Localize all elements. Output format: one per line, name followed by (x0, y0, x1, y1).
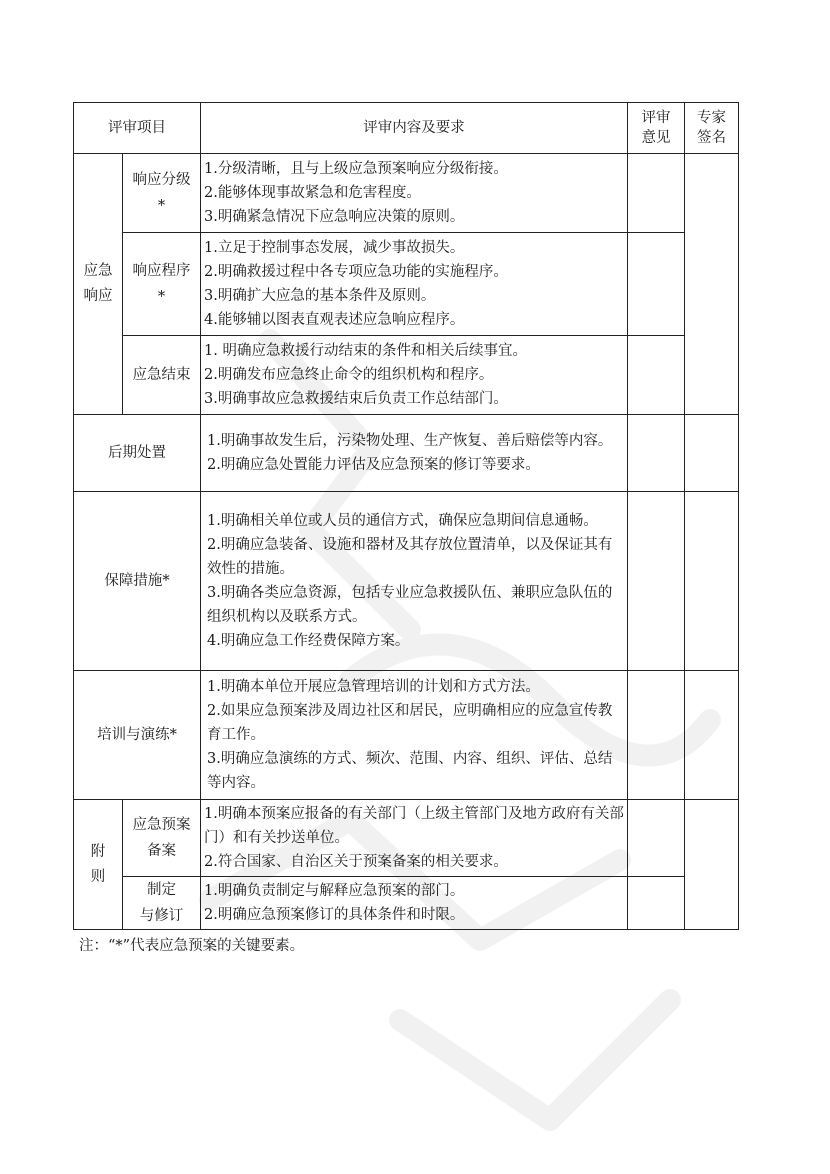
signature-cell (685, 671, 739, 800)
sub-label-star: * (157, 289, 166, 305)
signature-cell (685, 492, 739, 671)
sub-label-line1: 应急预案 (132, 817, 191, 833)
content-line: 1.立足于控制事态发展，减少事故损失。 (204, 240, 465, 256)
content-response-procedure (201, 233, 628, 336)
table-row (74, 154, 739, 233)
review-table (73, 102, 739, 930)
item-training: 培训与演练* (74, 671, 201, 800)
content-line: 2.明确应急预案修订的具体条件和时限。 (204, 907, 465, 923)
content-line: 3.明确各类应急资源，包括专业应急救援队伍、兼职应急队伍的组织机构以及联系方式。 (207, 585, 613, 625)
opinion-cell (628, 336, 685, 415)
content-safeguard (201, 492, 628, 671)
opinion-cell (628, 154, 685, 233)
header-opinion-line1: 评审 (641, 110, 671, 126)
table-row (74, 492, 739, 671)
item-aftermath: 后期处置 (74, 415, 201, 492)
content-revision (201, 877, 628, 930)
content-line: 1.分级清晰，且与上级应急预案响应分级衔接。 (204, 161, 508, 177)
item-safeguard: 保障措施* (74, 492, 201, 671)
opinion-cell (628, 671, 685, 800)
content-line: 2.符合国家、自治区关于预案备案的相关要求。 (204, 854, 508, 870)
sub-response-end (123, 336, 201, 415)
content-line: 2.明确救援过程中各专项应急功能的实施程序。 (204, 264, 508, 280)
content-line: 2.明确应急装备、设施和器材及其存放位置清单，以及保证其有效性的措施。 (207, 537, 613, 577)
signature-cell (685, 415, 739, 492)
opinion-cell (628, 800, 685, 877)
content-line: 3.明确紧急情况下应急响应决策的原则。 (204, 209, 465, 225)
content-line: 1.明确事故发生后，污染物处理、生产恢复、善后赔偿等内容。 (207, 433, 613, 449)
content-line: 3.明确事故应急救援结束后负责工作总结部门。 (204, 391, 508, 407)
content-line: 3.明确应急演练的方式、频次、范围、内容、组织、评估、总结等内容。 (207, 751, 613, 791)
content-line: 1.明确本单位开展应急管理培训的计划和方式方法。 (207, 679, 540, 695)
content-line: 1.明确负责制定与解释应急预案的部门。 (204, 883, 465, 899)
category-appendix (74, 800, 123, 930)
opinion-cell (628, 415, 685, 492)
content-line: 1.明确相关单位或人员的通信方式，确保应急期间信息通畅。 (207, 513, 598, 529)
header-expert-line1: 专家 (697, 110, 726, 126)
table-row (74, 415, 739, 492)
header-row (74, 103, 739, 154)
table-row (74, 336, 739, 415)
table-row (74, 800, 739, 877)
content-response-end (201, 336, 628, 415)
opinion-cell (628, 877, 685, 930)
sub-label-line1: 响应程序 (132, 263, 191, 279)
content-line: 2.能够体现事故紧急和危害程度。 (204, 185, 421, 201)
category-label-line2: 则 (90, 868, 106, 885)
opinion-cell (628, 492, 685, 671)
header-opinion (628, 103, 685, 154)
sub-filing (123, 800, 201, 877)
content-response-level (201, 154, 628, 233)
content-training (201, 671, 628, 800)
header-content: 评审内容及要求 (201, 103, 628, 154)
header-item: 评审项目 (74, 103, 201, 154)
table-row (74, 233, 739, 336)
category-emergency-response (74, 154, 123, 415)
content-aftermath (201, 415, 628, 492)
category-label-line2: 响应 (83, 288, 113, 304)
opinion-cell (628, 233, 685, 336)
content-line: 2.明确应急处置能力评估及应急预案的修订等要求。 (207, 457, 540, 473)
footnote: 注：“*”代表应急预案的关键要素。 (79, 938, 305, 954)
sub-revision (123, 877, 201, 930)
content-filing (201, 800, 628, 877)
category-label-line1: 附 (90, 843, 106, 860)
header-expert-line2: 签名 (697, 130, 726, 146)
content-line: 3.明确扩大应急的基本条件及原则。 (204, 288, 436, 304)
content-line: 1.明确本预案应报备的有关部门（上级主管部门及地方政府有关部门）和有关抄送单位。 (204, 806, 624, 846)
table-row (74, 877, 739, 930)
table-row (74, 671, 739, 800)
content-line: 1. 明确应急救援行动结束的条件和相关后续事宜。 (204, 343, 527, 359)
header-expert (685, 103, 739, 154)
sub-label-star: * (157, 198, 166, 214)
header-opinion-line2: 意见 (641, 130, 671, 146)
sub-label-line1: 应急结束 (132, 367, 191, 383)
content-line: 4.能够辅以图表直观表述应急响应程序。 (204, 312, 465, 328)
sub-label-line2: 与修订 (139, 908, 184, 924)
sub-label-line2: 备案 (147, 843, 176, 859)
sub-label-line1: 制定 (147, 882, 176, 898)
sub-label-line1: 响应分级 (132, 172, 191, 188)
content-line: 2.如果应急预案涉及周边社区和居民，应明确相应的应急宣传教育工作。 (207, 703, 613, 743)
content-line: 4.明确应急工作经费保障方案。 (207, 633, 410, 649)
sub-response-procedure (123, 233, 201, 336)
signature-cell (685, 154, 739, 415)
content-line: 2.明确发布应急终止命令的组织机构和程序。 (204, 367, 494, 383)
signature-cell (685, 800, 739, 930)
category-label-line1: 应急 (83, 263, 113, 279)
sub-response-level (123, 154, 201, 233)
